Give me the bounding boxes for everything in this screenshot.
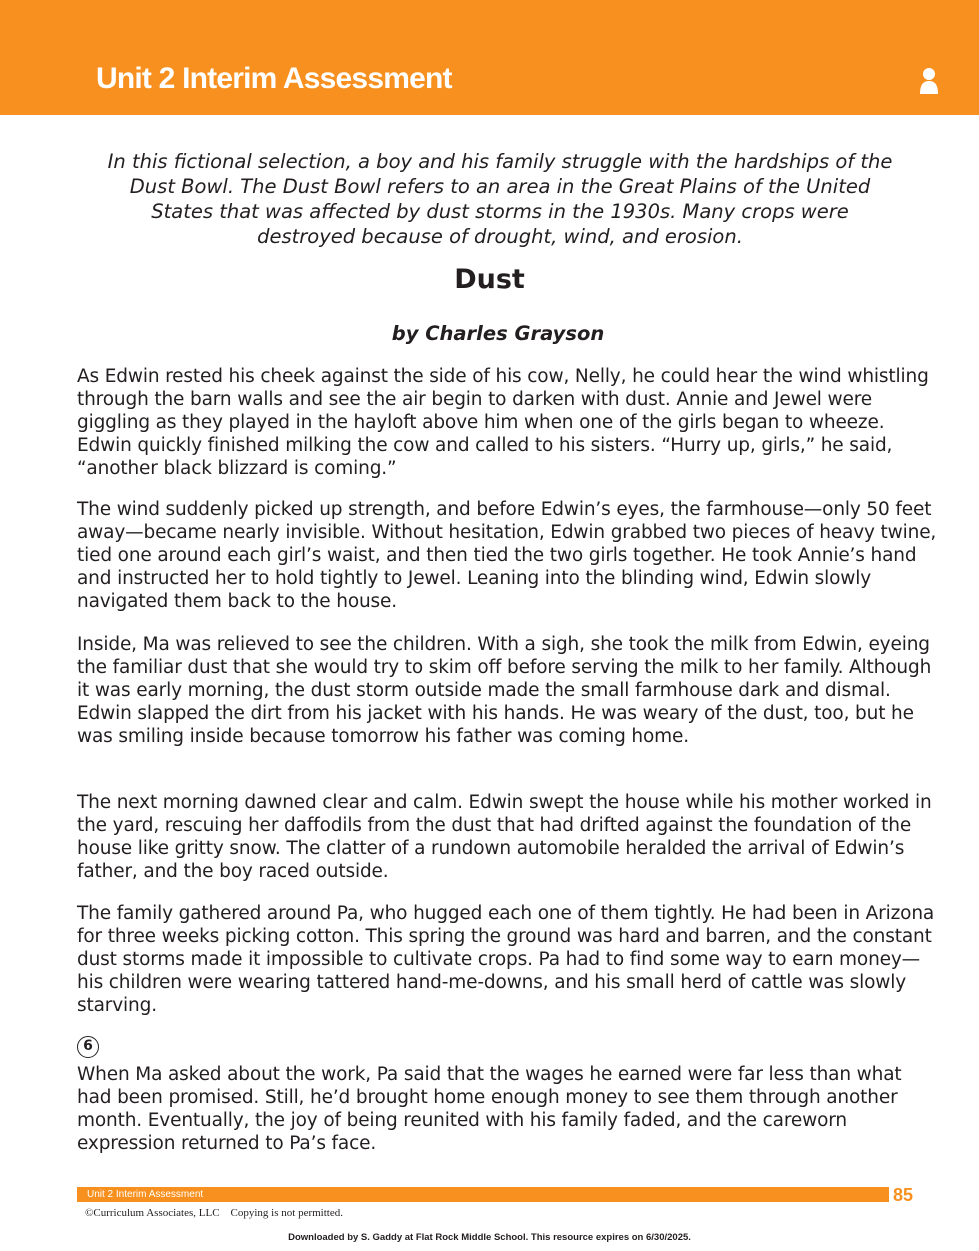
page-title: Unit 2 Interim Assessment: [96, 62, 452, 95]
paragraph-6: When Ma asked about the work, Pa said that the wages he earned were far less than what had been promised. Still, he’d brought home enough money to see them through another month. Eventually, the joy of being reunited with his family faded, and the careworn expression returned to Pa’s face.: [77, 1064, 902, 1154]
paragraph-4: The next morning dawned clear and calm. Edwin swept the house while his mother worked in the yard, rescuing her daffodils from the dust that had drifted against the foundation of the house like gritty snow. The clatter of a rundown automobile heralded the arrival of Edwin’s father, and the boy raced outside.: [77, 792, 932, 882]
download-notice: Downloaded by S. Gaddy at Flat Rock Middle School. This resource expires on 6/30/2025.: [288, 1232, 691, 1243]
intro-text: In this fictional selection, a boy and his family struggle with the hardships of the Dust Bowl. The Dust Bowl refers to an area in the Great Plains of the United States that was affected by dust storms in the 1930s. Many crops were destroyed because of drought, wind, and erosion.: [107, 150, 893, 248]
paragraph-2: The wind suddenly picked up strength, and before Edwin’s eyes, the farmhouse—only 50 feet away—became nearly invisible. Without hesitation, Edwin grabbed two pieces of heavy twine, tied one around each girl’s waist, and then tied the two girls together. He took Annie’s hand and instructed her to hold tightly to Jewel. Leaning into the blinding wind, Edwin slowly navigated them back to the house.: [77, 499, 937, 612]
story-title: Dust: [454, 264, 525, 295]
paragraph-3: Inside, Ma was relieved to see the children. With a sigh, she took the milk from Edwin, eyeing the familiar dust that she would try to skim off before serving the milk to her family. Although it was early morning, the dust storm outside made the small farmhouse dark and dismal. Edwin slapped the dirt from his jacket with his hands. He was weary of the dust, too, but he was smiling inside because tomorrow his father was coming home.: [77, 634, 932, 747]
footer-bar: Unit 2 Interim Assessment: [77, 1187, 889, 1202]
paragraph-1: As Edwin rested his cheek against the side of his cow, Nelly, he could hear the wind whistling through the barn walls and see the air begin to darken with dust. Annie and Jewel were giggling as they played in the hayloft above him when one of the girls began to wheeze. Edwin quickly finished milking the cow and called to his sisters. “Hurry up, girls,” he said, “another black blizzard is coming.”: [77, 366, 929, 479]
person-icon: [918, 67, 940, 94]
paragraph-5: The family gathered around Pa, who hugged each one of them tightly. He had been in Arizona for three weeks picking cotton. This spring the ground was hard and barren, and the constant dust storms made it impossible to cultivate crops. Pa had to find some way to earn money—his children were wearing tattered hand-me-downs, and his small herd of cattle was slowly starving.: [77, 903, 935, 1016]
copyright-notice: ©Curriculum Associates, LLC Copying is not permitted.: [85, 1207, 343, 1219]
paragraph-number-badge: 6: [77, 1036, 99, 1058]
header-banner: [0, 0, 979, 115]
page-number: 85: [893, 1185, 914, 1205]
story-byline: by Charles Grayson: [391, 322, 605, 345]
